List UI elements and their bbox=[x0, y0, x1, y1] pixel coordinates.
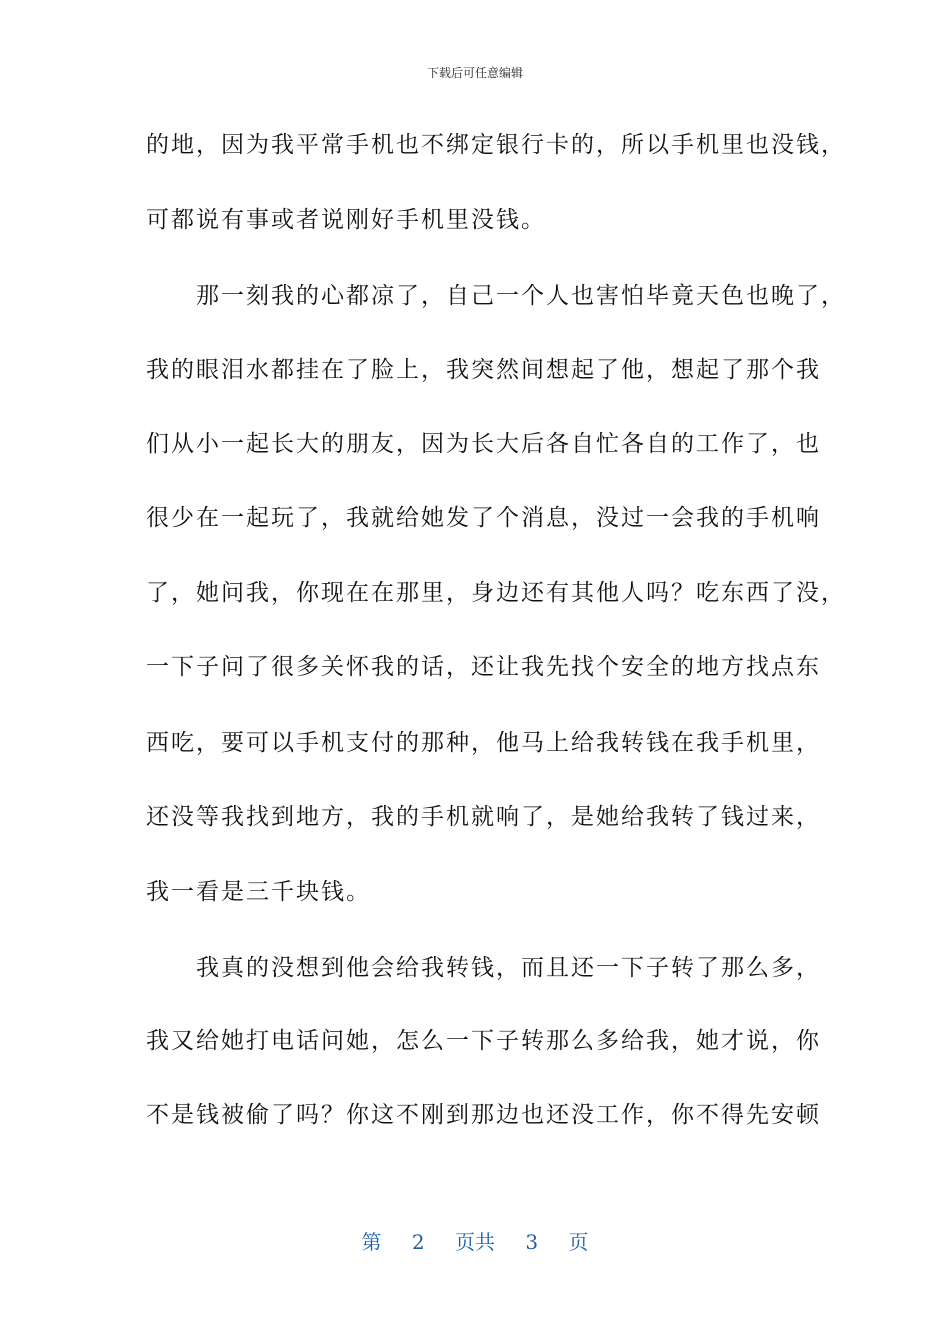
body-text-line: 不是钱被偷了吗？你这不刚到那边也还没工作，你不得先安顿 bbox=[146, 1102, 821, 1128]
page-header: 下载后可任意编辑 bbox=[426, 66, 523, 80]
body-text-line: 西吃，要可以手机支付的那种，他马上给我转钱在我手机里， bbox=[146, 730, 821, 756]
body-text-line: 很少在一起玩了，我就给她发了个消息，没过一会我的手机响 bbox=[146, 505, 821, 531]
page-number: 2 bbox=[411, 1230, 425, 1254]
body-text-line: 我又给她打电话问她，怎么一下子转那么多给我，她才说，你 bbox=[146, 1028, 821, 1054]
body-text-line: 们从小一起长大的朋友，因为长大后各自忙各自的工作了，也 bbox=[146, 431, 821, 457]
page-prefix: 第 bbox=[361, 1230, 382, 1254]
body-text-line: 还没等我找到地方，我的手机就响了，是她给我转了钱过来， bbox=[146, 804, 821, 830]
body-text-line: 可都说有事或者说刚好手机里没钱。 bbox=[146, 207, 546, 233]
total-pages: 3 bbox=[525, 1230, 539, 1254]
body-text-line: 我一看是三千块钱。 bbox=[146, 879, 371, 905]
body-text-line: 我的眼泪水都挂在了脸上，我突然间想起了他，想起了那个我 bbox=[146, 357, 821, 383]
page-middle: 页共 bbox=[455, 1230, 495, 1254]
page-footer bbox=[0, 1226, 950, 1255]
body-text-line: 我真的没想到他会给我转钱，而且还一下子转了那么多， bbox=[146, 955, 821, 981]
body-text-line: 的地，因为我平常手机也不绑定银行卡的，所以手机里也没钱， bbox=[146, 132, 846, 158]
body-text-line: 一下子问了很多关怀我的话，还让我先找个安全的地方找点东 bbox=[146, 654, 821, 680]
body-text-line: 那一刻我的心都凉了，自己一个人也害怕毕竟天色也晚了， bbox=[146, 283, 846, 309]
page-suffix: 页 bbox=[568, 1230, 589, 1254]
body-text-line: 了，她问我，你现在在那里，身边还有其他人吗？吃东西了没， bbox=[146, 580, 846, 606]
